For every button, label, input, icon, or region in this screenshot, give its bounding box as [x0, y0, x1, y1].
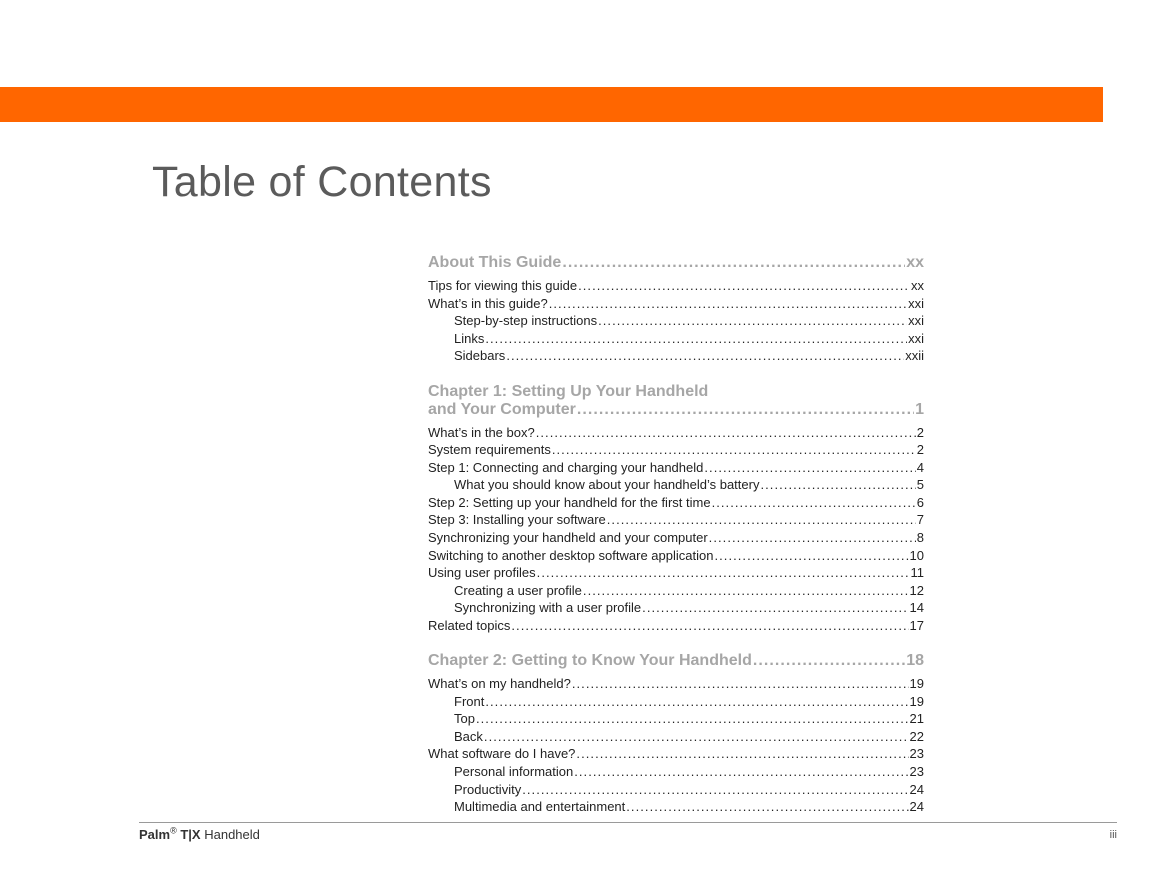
toc-page-number: xx [911, 278, 924, 293]
dot-leader [704, 459, 915, 477]
dot-leader [760, 476, 915, 494]
toc-entry[interactable] [428, 277, 924, 295]
dot-leader [537, 564, 910, 582]
toc-entry[interactable] [428, 295, 924, 313]
toc-entry[interactable] [428, 781, 924, 799]
toc-section-title: and Your Computer [428, 400, 576, 418]
toc-page-number: 5 [916, 477, 924, 493]
dot-leader [709, 529, 916, 547]
toc-page-number: 19 [909, 676, 924, 692]
toc-entry-label: Switching to another desktop software application [428, 547, 714, 563]
dot-leader [572, 675, 909, 693]
dot-leader [552, 441, 916, 459]
page-title: Table of Contents [152, 158, 492, 206]
toc-entry-label: Related topics [428, 617, 511, 633]
toc-entry[interactable] [428, 476, 924, 494]
dot-leader [642, 599, 908, 617]
toc-page-number: xxii [905, 348, 924, 364]
footer-product-name [139, 826, 260, 843]
dot-leader [578, 277, 910, 295]
toc-page-number: 23 [909, 746, 924, 762]
dot-leader [712, 494, 916, 512]
toc-section-heading[interactable] [428, 254, 924, 272]
toc-entry[interactable] [428, 798, 924, 816]
footer-product: Handheld [204, 827, 260, 842]
toc-page-number: 8 [916, 530, 924, 546]
toc-entry-label: Front [454, 693, 485, 709]
toc-entry-label: Step-by-step instructions [454, 313, 598, 329]
toc-page-number: 18 [906, 652, 924, 670]
toc-page-number: 2 [916, 442, 924, 458]
footer-page-number: iii [1109, 829, 1117, 841]
toc-page-number: 23 [909, 764, 924, 780]
toc-entry[interactable] [428, 511, 924, 529]
dot-leader [753, 652, 905, 670]
toc-section-title: About This Guide [428, 254, 562, 271]
toc-entry[interactable] [428, 710, 924, 728]
toc-entry-label: Step 3: Installing your software [428, 512, 606, 528]
toc-entry-label: Using user profiles [428, 565, 536, 581]
dot-leader [506, 347, 904, 365]
toc-page-number: xx [906, 254, 924, 271]
dot-leader [714, 547, 908, 565]
footer-brand: Palm [139, 827, 171, 842]
dot-leader [485, 693, 908, 711]
dot-leader [574, 763, 908, 781]
toc-entry-label: Links [454, 330, 485, 346]
toc-page-number: 6 [916, 494, 924, 510]
header-accent-bar [0, 87, 1103, 122]
dot-leader [522, 781, 908, 799]
toc-entry-label: What’s in the box? [428, 424, 535, 440]
dot-leader [511, 617, 908, 635]
toc-page-number: 19 [909, 693, 924, 709]
toc-entry-label: Sidebars [454, 348, 506, 364]
dot-leader [562, 254, 905, 272]
registered-mark: ® [170, 825, 177, 836]
toc-page-number: 24 [909, 799, 924, 815]
toc-page-number: 12 [909, 582, 924, 598]
dot-leader [598, 312, 907, 330]
toc-entry[interactable] [428, 728, 924, 746]
toc-entry[interactable] [428, 547, 924, 565]
dot-leader [476, 710, 909, 728]
toc-entry[interactable] [428, 599, 924, 617]
toc-entry-label: Creating a user profile [454, 582, 582, 598]
toc-page-number: xxi [908, 295, 924, 311]
toc-entry-label: Step 2: Setting up your handheld for the first time [428, 494, 711, 510]
toc-entry[interactable] [428, 564, 924, 582]
toc-section-title: Chapter 2: Getting to Know Your Handheld [428, 652, 752, 670]
toc-entry[interactable] [428, 424, 924, 442]
toc-entry[interactable] [428, 441, 924, 459]
toc-entry[interactable] [428, 617, 924, 635]
toc-entry[interactable] [428, 330, 924, 348]
toc-entry[interactable] [428, 529, 924, 547]
toc-entry[interactable] [428, 459, 924, 477]
toc-page-number: 24 [909, 781, 924, 797]
toc-page-number: 4 [916, 459, 924, 475]
toc-section-heading[interactable] [428, 652, 924, 670]
dot-leader [577, 401, 914, 419]
toc-entry-label: What you should know about your handheld’s battery [454, 477, 760, 493]
dot-leader [484, 728, 909, 746]
toc-entry-label: Back [454, 728, 483, 744]
dot-leader [576, 745, 908, 763]
toc-entry-label: Multimedia and entertainment [454, 799, 626, 815]
toc-entry[interactable] [428, 582, 924, 600]
toc-entry[interactable] [428, 763, 924, 781]
toc-page-number: 11 [910, 565, 924, 581]
toc-page-number: 10 [909, 547, 924, 563]
toc-page-number: 17 [909, 617, 924, 633]
toc-entry-label: Synchronizing your handheld and your computer [428, 530, 708, 546]
dot-leader [536, 424, 916, 442]
toc-entry-label: What’s on my handheld? [428, 676, 571, 692]
dot-leader [583, 582, 909, 600]
toc-section-title: Chapter 1: Setting Up Your Handheld [428, 382, 709, 400]
dot-leader [485, 330, 907, 348]
toc-entry-label: Personal information [454, 764, 574, 780]
table-of-contents [428, 254, 924, 816]
toc-entry-label: What’s in this guide? [428, 295, 548, 311]
toc-entry-label: Top [454, 711, 475, 727]
dot-leader [549, 295, 907, 313]
footer-model: T|X [180, 827, 201, 842]
toc-entry-label: Step 1: Connecting and charging your handheld [428, 459, 704, 475]
toc-entry[interactable] [428, 745, 924, 763]
toc-page-number: 7 [916, 512, 924, 528]
footer-divider [139, 822, 1117, 823]
toc-entry-label: Tips for viewing this guide [428, 278, 578, 293]
dot-leader [607, 511, 916, 529]
toc-entry-label: Synchronizing with a user profile [454, 600, 642, 616]
toc-page-number: xxi [908, 330, 924, 346]
toc-page-number: 1 [915, 400, 924, 418]
toc-entry[interactable] [428, 693, 924, 711]
toc-entry[interactable] [428, 675, 924, 693]
toc-page-number: 22 [909, 728, 924, 744]
toc-entry-label: What software do I have? [428, 746, 576, 762]
toc-section-heading[interactable] [428, 383, 924, 419]
toc-page-number: xxi [908, 313, 924, 329]
toc-entry[interactable] [428, 347, 924, 365]
toc-entry-label: System requirements [428, 442, 551, 458]
toc-entry-label: Productivity [454, 781, 522, 797]
dot-leader [626, 798, 908, 816]
toc-page-number: 2 [916, 424, 924, 440]
toc-entry[interactable] [428, 312, 924, 330]
toc-page-number: 14 [909, 600, 924, 616]
toc-entry[interactable] [428, 494, 924, 512]
toc-page-number: 21 [909, 711, 924, 727]
